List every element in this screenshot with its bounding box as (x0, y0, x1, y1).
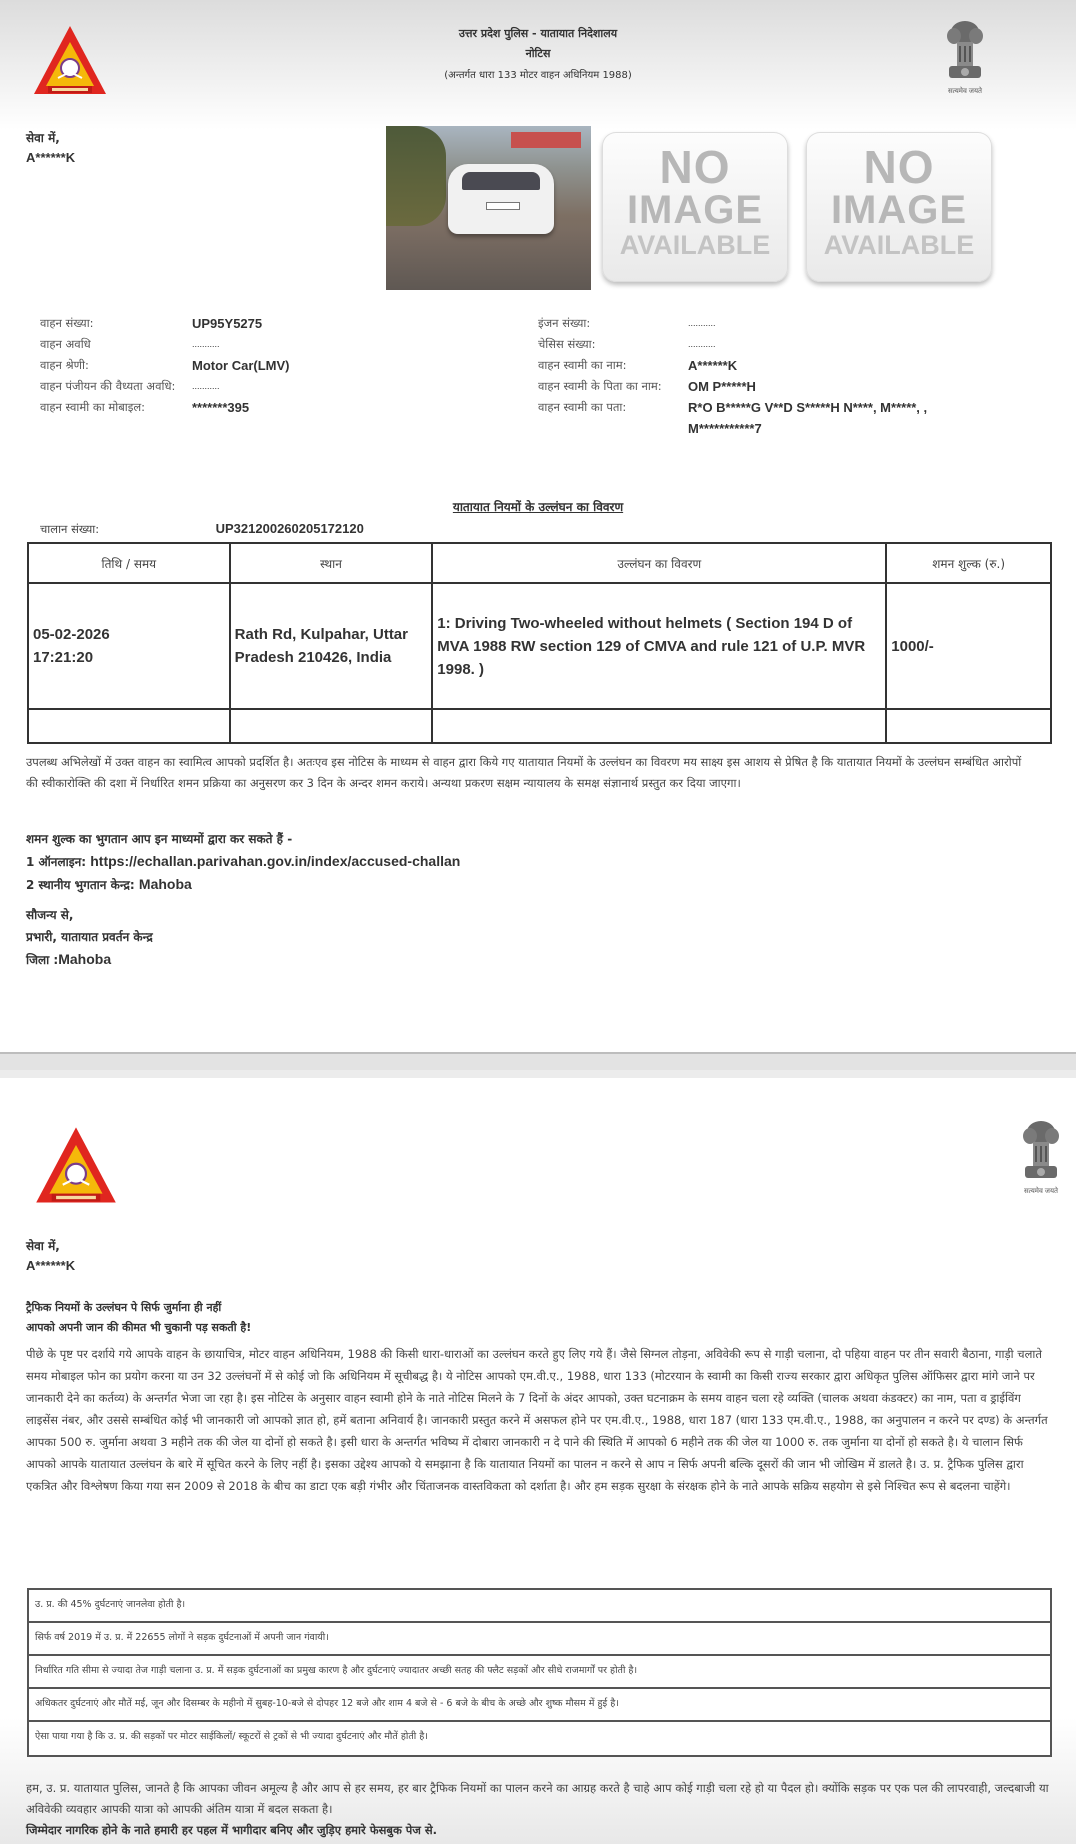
detail-value: ........... (192, 339, 220, 349)
detail-label: वाहन स्वामी का नाम: (538, 358, 627, 372)
detail-label: चेसिस संख्या: (538, 337, 596, 351)
photo-road (386, 230, 591, 290)
evidence-photo[interactable] (386, 126, 591, 290)
vehicle-details-left (40, 313, 290, 418)
detail-value: UP95Y5275 (192, 316, 263, 331)
signoff-courtesy: सौजन्य से, (26, 908, 74, 922)
detail-row-owner-mobile (40, 397, 290, 418)
closing-paragraph: हम, उ. प्र. यातायात पुलिस, जानते है कि आपका जीवन अमूल्य है और आप से हर समय, हर बार ट्रैफिक नियमों का पालन करने का आग्रह करते है चाहे आप कोई गाड़ी चला रहे हो या पैदल हो। क्योंकि सड़क पर एक पल की लापरवाही, जल्दबाजी या अविवेकी व्यवहार आपकी यात्रा को आपकी अंतिम यात्रा में बदल सकता है। (26, 1781, 1049, 1816)
awareness-heading-line2: आपको अपनी जान की कीमत भी चुकानी पड़ सकती है! (26, 1321, 252, 1334)
awareness-heading-line1: ट्रैफिक नियमों के उल्लंघन पे सिर्फ जुर्माना ही नहीं (26, 1301, 222, 1314)
payment-online-link[interactable]: https://echallan.parivahan.gov.in/index/accused-challan (90, 853, 461, 869)
header-act-reference: (अन्तर्गत धारा 133 मोटर वाहन अधिनियम 1988) (444, 70, 632, 81)
signoff-district (26, 948, 153, 971)
violation-table-header (28, 543, 1051, 583)
detail-value: ........... (688, 318, 716, 328)
fact-row: सिर्फ वर्ष 2019 में उ. प्र. में 22655 लोगों ने सड़क दुर्घटनाओं में अपनी जान गंवायी। (29, 1623, 1050, 1656)
up-police-logo-2 (34, 1124, 118, 1208)
detail-label: वाहन श्रेणी: (40, 358, 89, 372)
table-row (28, 583, 1051, 709)
challan-number-label: चालान संख्या: (40, 522, 100, 536)
no-image-placeholder-2[interactable] (806, 132, 992, 282)
salutation: सेवा में, (26, 1239, 60, 1253)
detail-row-vehicle-number (40, 313, 290, 334)
detail-row-chassis-number (538, 334, 998, 355)
detail-label: वाहन स्वामी का पता: (538, 400, 627, 414)
cell-description: 1: Driving Two-wheeled without helmets ( Section 194 D of MVA 1988 RW section 129 of CMVA and rule 121 of U.P. MVR 1998. ) (432, 583, 886, 709)
awareness-heading (26, 1298, 251, 1338)
addressee-name: A******K (26, 150, 76, 165)
cell-date-time (28, 583, 230, 709)
challan-number-row (40, 521, 364, 537)
column-header-date-time: तिथि / समय (28, 543, 230, 583)
detail-row-vehicle-class (40, 355, 290, 376)
header-notice-title: नोटिस (525, 47, 551, 60)
ashoka-emblem-icon (1016, 1118, 1066, 1184)
page-separator (0, 1052, 1076, 1078)
header-department: उत्तर प्रदेश पुलिस - यातायात निदेशालय (458, 27, 618, 40)
photo-car-plate (486, 202, 520, 210)
cell-place: Rath Rd, Kulpahar, Uttar Pradesh 210426, India (230, 583, 433, 709)
payment-local-label: 2 स्थानीय भुगतान केन्द्र: (26, 878, 135, 892)
emblem-caption: सत्यमेव जयते (947, 88, 983, 95)
detail-label: वाहन संख्या: (40, 316, 94, 330)
placeholder-text-no: NO (659, 141, 731, 193)
table-row-empty (28, 709, 1051, 743)
salutation: सेवा में, (26, 131, 60, 145)
cell-empty (28, 709, 230, 743)
detail-row-engine-number (538, 313, 998, 334)
signoff-block (26, 904, 153, 971)
violation-date: 05-02-2026 (33, 626, 110, 643)
photo-car (448, 164, 554, 234)
facts-table (27, 1588, 1052, 1757)
column-header-fine: शमन शुल्क (रु.) (886, 543, 1051, 583)
challan-number-value: UP32120026020517212​0 (215, 521, 364, 536)
detail-label: वाहन पंजीयन की वैध्यता अवधि: (40, 379, 176, 393)
detail-value: A******K (688, 358, 738, 373)
up-police-logo-icon (34, 1124, 118, 1208)
national-emblem-2 (1016, 1118, 1066, 1194)
placeholder-text-available: AVAILABLE (823, 230, 975, 260)
payment-online (26, 850, 726, 873)
detail-row-owner-name (538, 355, 998, 376)
fact-row: उ. प्र. की 45% दुर्घटनाएं जानलेवा होती है। (29, 1590, 1050, 1623)
awareness-body: पीछे के पृष्ट पर दर्शाये गये आपके वाहन के छायाचित्र, मोटर वाहन अधिनियम, 1988 की किसी धारा-धाराओं का उल्लंघन करते हुए लिए गये हैं। जैसे सिग्नल तोड़ना, अविवेकी रूप से गाड़ी चलाना, दो पहिया वाहन पर तीन सवारी बैठाना, गाड़ी चलाते समय मोबाइल फोन का प्रयोग करना या उन 32 उल्लंघनों में से कोई जो कि अधिनियम में सूचीबद्ध है। ये नोटिस आपको एम.वी.ए., 1988, धारा 133 (मोटरयान के स्वामी का किसी राज्य सरकार द्वारा अधिकृत पुलिस ऑफिसर द्वारा मांगे जाने पर जानकारी देने का कर्तव्य) के अन्तर्गत भेजा जा रहा है। इस नोटिस के अनुसार वाहन स्वामी होने के नाते नोटिस मिलने के 7 दिनों के अंदर आपको, उक्त घटनाक्रम के समय वाहन चला रहे व्यक्ति (चालक अथवा कंडक्टर) का नाम, पता व ड्राईविंग लाइसेंस नंबर, और उससे सम्बंधित कोई भी जानकारी जो आपको ज्ञात हो, हमें बताना अनिवार्य है। जानकारी प्रस्तुत करने में असफल होने पर एम.वी.ए., 1988, धारा 187 (धारा 133 एम.वी.ए., 1988, का अनुपालन न करने पर दण्ड) के अन्तर्गत आपका 500 रु. जुर्माना अथवा 3 महीने तक की जेल या दोनों हो सकते है। इसी धारा के अन्तर्गत भविष्य में दोबारा जानकारी न दे पाने की स्थिति में आपको 6 महीने तक की जेल या 1000 रु. तक जुर्माना या दोनों हो सकते है। ये चालान सिर्फ आपको आपके यातायात उल्लंघन के बारे में सूचित करने के लिए नहीं है। इसका उद्देश्य आपको ये समझाना है कि यातायात नियमों का पालन न करने से आप न सिर्फ अपनी बल्कि दूसरों की जान भी जोखिम में डालते है। उ. प्र. ट्रैफिक पुलिस द्वारा एकत्रित और विश्लेषण किया गया सन 2009 से 2018 के बीच का डाटा एक बड़ी गंभीर और चिंताजनक वास्तविकता को दर्शाता है। और हम सड़क सुरक्षा के संरक्षक होने के नाते आपके सक्रिय सहयोग से इसे निश्चित रूप से बदलना चाहेंगे। (26, 1347, 1048, 1493)
district-value: Mahoba (58, 951, 112, 967)
detail-label: वाहन स्वामी का मोबाइल: (40, 400, 146, 414)
closing-block (26, 1778, 1056, 1841)
notice-paragraph: उपलब्ध अभिलेखों में उक्त वाहन का स्वामित्व आपको प्रदर्शित है। अतःएव इस नोटिस के माध्यम से वाहन द्वारा किये गए यातायात नियमों के उल्लंघन का विवरण मय साक्ष्य इस आशय से प्रेषित है कि यातायात नियमों के उल्लंघन सम्बंधित आरोपों की स्वीकारोक्ति की दशा में निर्धारित शमन प्रक्रिया का अनुसरण कर 3 दिन के अन्दर शमन कराये। अन्यथा प्रकरण सक्षम न्यायालय के समक्ष संज्ञानार्थ प्रस्तुत कर दिया जाएगा। (26, 755, 1022, 790)
detail-value: ........... (688, 339, 716, 349)
detail-value: OM P*****H (688, 379, 756, 394)
detail-value: *******395 (192, 400, 250, 415)
column-header-place: स्थान (230, 543, 433, 583)
payment-local-value: Mahoba (138, 876, 192, 892)
photo-trees (386, 126, 446, 226)
cell-fine: 1000/- (886, 583, 1051, 709)
placeholder-text-no: NO (863, 141, 935, 193)
addressee-name: A******K (26, 1258, 76, 1273)
payment-info (26, 828, 726, 896)
detail-row-registration-validity (40, 376, 290, 397)
district-label: जिला : (26, 953, 59, 967)
violation-table (27, 542, 1052, 744)
payment-online-label: 1 ऑनलाइन: (26, 855, 87, 869)
fact-row: अधिकतर दुर्घटनाएं और मौतें मई, जून और दिसम्बर के महीनो में सुबह-10-बजे से दोपहर 12 बजे और शाम 4 बजे से - 6 बजे के बीच के अच्छे और शुष्क मौसम में हुई है। (29, 1689, 1050, 1722)
no-image-placeholder-1[interactable] (602, 132, 788, 282)
signoff-officer: प्रभारी, यातायात प्रवर्तन केन्द्र (26, 930, 153, 944)
closing-call-to-action: जिम्मेदार नागरिक होने के नाते हमारी हर पहल में भागीदार बनिए और जुड़िए हमारे फेसबुक पेज से. (26, 1823, 437, 1837)
detail-value: ........... (192, 381, 220, 391)
ashoka-emblem-icon (940, 18, 990, 84)
addressee-block-2 (26, 1236, 75, 1276)
payment-local (26, 873, 726, 896)
cell-empty (886, 709, 1051, 743)
detail-value: R*O B*****G V**D S*****H N****, M*****, , M***********7 (688, 400, 928, 436)
detail-label: वाहन अवधि (40, 337, 91, 351)
detail-label: इंजन संख्या: (538, 316, 591, 330)
payment-title: शमन शुल्क का भुगतान आप इन माध्यमों द्वारा कर सकते हैं - (26, 832, 293, 846)
violation-section-title: यातायात नियमों के उल्लंघन का विवरण (452, 500, 624, 514)
placeholder-text-available: AVAILABLE (619, 230, 771, 260)
detail-row-vehicle-period (40, 334, 290, 355)
cell-empty (230, 709, 433, 743)
cell-empty (432, 709, 886, 743)
fact-row: निर्धारित गति सीमा से ज्यादा तेज गाड़ी चलाना उ. प्र. में सड़क दुर्घटनाओं का प्रमुख कारण है और दुर्घटनाएं ज्यादातर अच्छी सतह की फ्लैट सड़कों और सीधे राजमार्गों पर होती है। (29, 1656, 1050, 1689)
detail-label: वाहन स्वामी के पिता का नाम: (538, 379, 662, 393)
emblem-caption: सत्यमेव जयते (1023, 1188, 1059, 1195)
notice-header (0, 26, 1076, 81)
addressee-block (26, 128, 75, 168)
detail-row-owner-address (538, 397, 998, 439)
vehicle-details-right (538, 313, 998, 439)
national-emblem (940, 18, 990, 94)
photo-car-window (462, 172, 540, 190)
detail-value: Motor Car(LMV) (192, 358, 290, 373)
placeholder-text-image: IMAGE (830, 188, 968, 232)
placeholder-text-image: IMAGE (626, 188, 764, 232)
column-header-description: उल्लंघन का विवरण (432, 543, 886, 583)
photo-signboard (511, 132, 581, 148)
detail-row-owner-father-name (538, 376, 998, 397)
fact-row: ऐसा पाया गया है कि उ. प्र. की सड़कों पर मोटर साईकिलों/ स्कूटरों से ट्रकों से भी ज्यादा दुर्घटनाएं और मौतें होती है। (29, 1722, 1050, 1755)
violation-time: 17:21:20 (33, 649, 94, 666)
